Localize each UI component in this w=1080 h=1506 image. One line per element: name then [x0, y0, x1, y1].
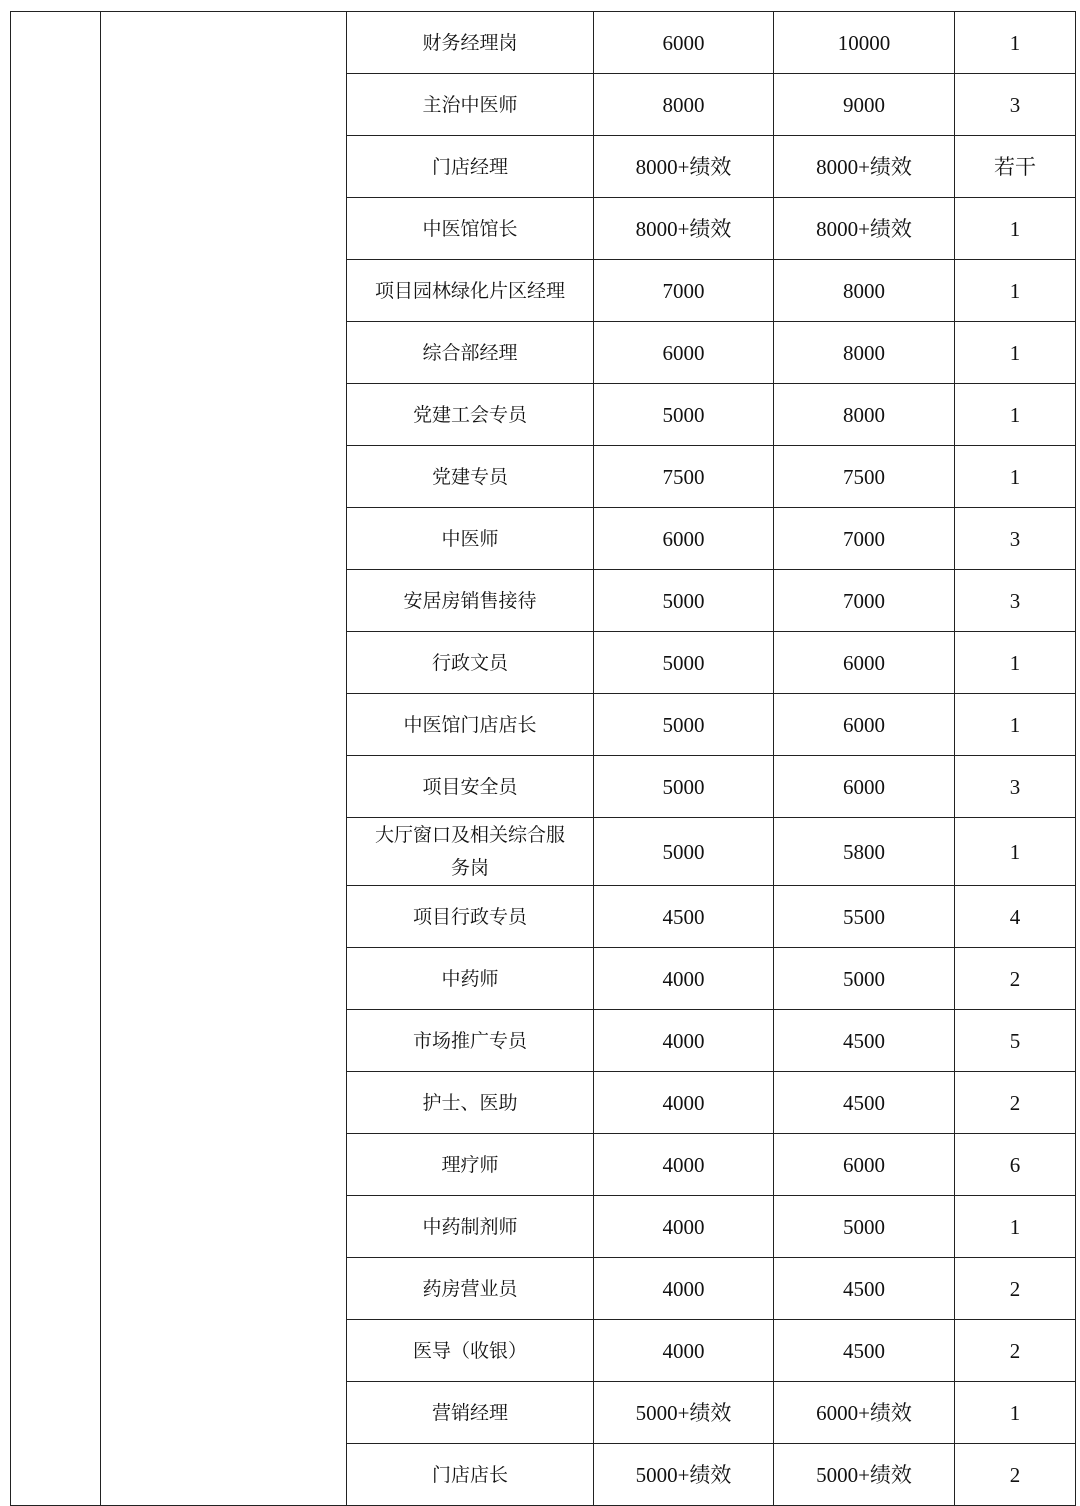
headcount-cell: 1	[955, 260, 1076, 322]
headcount-cell: 1	[955, 632, 1076, 694]
salary-min-cell: 4000	[594, 1010, 774, 1072]
salary-min-cell: 5000	[594, 384, 774, 446]
salary-max-cell: 4500	[774, 1010, 955, 1072]
position-cell: 项目行政专员	[347, 886, 594, 948]
salary-min-cell: 7000	[594, 260, 774, 322]
position-cell: 药房营业员	[347, 1258, 594, 1320]
salary-min-cell: 5000+绩效	[594, 1382, 774, 1444]
salary-max-cell: 5000+绩效	[774, 1444, 955, 1506]
salary-min-cell: 5000+绩效	[594, 1444, 774, 1506]
headcount-cell: 1	[955, 198, 1076, 260]
headcount-cell: 3	[955, 570, 1076, 632]
headcount-cell: 1	[955, 1382, 1076, 1444]
salary-max-cell: 5000	[774, 948, 955, 1010]
salary-max-cell: 8000	[774, 322, 955, 384]
position-cell: 项目园林绿化片区经理	[347, 260, 594, 322]
headcount-cell: 5	[955, 1010, 1076, 1072]
headcount-cell: 3	[955, 74, 1076, 136]
salary-min-cell: 4000	[594, 1134, 774, 1196]
position-cell: 中医馆门店店长	[347, 694, 594, 756]
salary-min-cell: 7500	[594, 446, 774, 508]
headcount-cell: 1	[955, 322, 1076, 384]
salary-max-cell: 6000	[774, 1134, 955, 1196]
position-cell	[347, 818, 594, 886]
salary-max-cell: 8000+绩效	[774, 198, 955, 260]
position-cell: 中药制剂师	[347, 1196, 594, 1258]
salary-min-cell: 8000+绩效	[594, 136, 774, 198]
salary-max-cell: 4500	[774, 1258, 955, 1320]
salary-max-cell: 6000+绩效	[774, 1382, 955, 1444]
salary-min-cell: 6000	[594, 322, 774, 384]
salary-min-cell: 5000	[594, 632, 774, 694]
headcount-cell: 2	[955, 1444, 1076, 1506]
salary-min-cell: 4000	[594, 948, 774, 1010]
salary-max-cell: 7000	[774, 508, 955, 570]
headcount-cell: 1	[955, 446, 1076, 508]
position-cell: 理疗师	[347, 1134, 594, 1196]
salary-max-cell: 4500	[774, 1072, 955, 1134]
headcount-cell: 1	[955, 694, 1076, 756]
merged-unit-cell	[101, 12, 347, 1506]
salary-max-cell: 8000	[774, 384, 955, 446]
salary-max-cell: 4500	[774, 1320, 955, 1382]
headcount-cell: 1	[955, 384, 1076, 446]
salary-min-cell: 8000+绩效	[594, 198, 774, 260]
job-salary-table	[10, 11, 1076, 1506]
position-cell: 中医馆馆长	[347, 198, 594, 260]
headcount-cell: 1	[955, 12, 1076, 74]
headcount-cell: 6	[955, 1134, 1076, 1196]
position-cell: 项目安全员	[347, 756, 594, 818]
salary-max-cell: 8000	[774, 260, 955, 322]
salary-min-cell: 5000	[594, 818, 774, 886]
salary-min-cell: 5000	[594, 756, 774, 818]
position-cell: 综合部经理	[347, 322, 594, 384]
position-cell: 中药师	[347, 948, 594, 1010]
headcount-cell: 2	[955, 1320, 1076, 1382]
salary-min-cell: 5000	[594, 694, 774, 756]
position-cell: 营销经理	[347, 1382, 594, 1444]
salary-min-cell: 4000	[594, 1196, 774, 1258]
table-row	[11, 12, 1076, 74]
salary-min-cell: 5000	[594, 570, 774, 632]
salary-max-cell: 8000+绩效	[774, 136, 955, 198]
position-cell: 医导（收银）	[347, 1320, 594, 1382]
headcount-cell: 3	[955, 756, 1076, 818]
position-cell: 门店经理	[347, 136, 594, 198]
headcount-cell: 2	[955, 1072, 1076, 1134]
headcount-cell: 3	[955, 508, 1076, 570]
salary-min-cell: 4000	[594, 1320, 774, 1382]
salary-max-cell: 7500	[774, 446, 955, 508]
headcount-cell: 1	[955, 818, 1076, 886]
position-cell: 安居房销售接待	[347, 570, 594, 632]
salary-min-cell: 4500	[594, 886, 774, 948]
position-cell: 党建专员	[347, 446, 594, 508]
headcount-cell: 4	[955, 886, 1076, 948]
position-cell: 市场推广专员	[347, 1010, 594, 1072]
headcount-cell: 1	[955, 1196, 1076, 1258]
merged-category-cell	[11, 12, 101, 1506]
salary-max-cell: 6000	[774, 756, 955, 818]
salary-max-cell: 7000	[774, 570, 955, 632]
headcount-cell: 2	[955, 948, 1076, 1010]
salary-min-cell: 8000	[594, 74, 774, 136]
salary-max-cell: 10000	[774, 12, 955, 74]
position-cell: 党建工会专员	[347, 384, 594, 446]
salary-max-cell: 9000	[774, 74, 955, 136]
position-cell: 中医师	[347, 508, 594, 570]
salary-max-cell: 6000	[774, 632, 955, 694]
salary-min-cell: 6000	[594, 12, 774, 74]
salary-min-cell: 4000	[594, 1258, 774, 1320]
headcount-cell: 2	[955, 1258, 1076, 1320]
salary-min-cell: 6000	[594, 508, 774, 570]
position-cell: 护士、医助	[347, 1072, 594, 1134]
headcount-cell: 若干	[955, 136, 1076, 198]
salary-max-cell: 5800	[774, 818, 955, 886]
salary-min-cell: 4000	[594, 1072, 774, 1134]
position-text: 大厅窗口及相关综合服务岗	[375, 823, 566, 879]
salary-max-cell: 5500	[774, 886, 955, 948]
position-cell: 门店店长	[347, 1444, 594, 1506]
position-cell: 财务经理岗	[347, 12, 594, 74]
salary-max-cell: 5000	[774, 1196, 955, 1258]
position-cell: 主治中医师	[347, 74, 594, 136]
position-cell: 行政文员	[347, 632, 594, 694]
salary-max-cell: 6000	[774, 694, 955, 756]
